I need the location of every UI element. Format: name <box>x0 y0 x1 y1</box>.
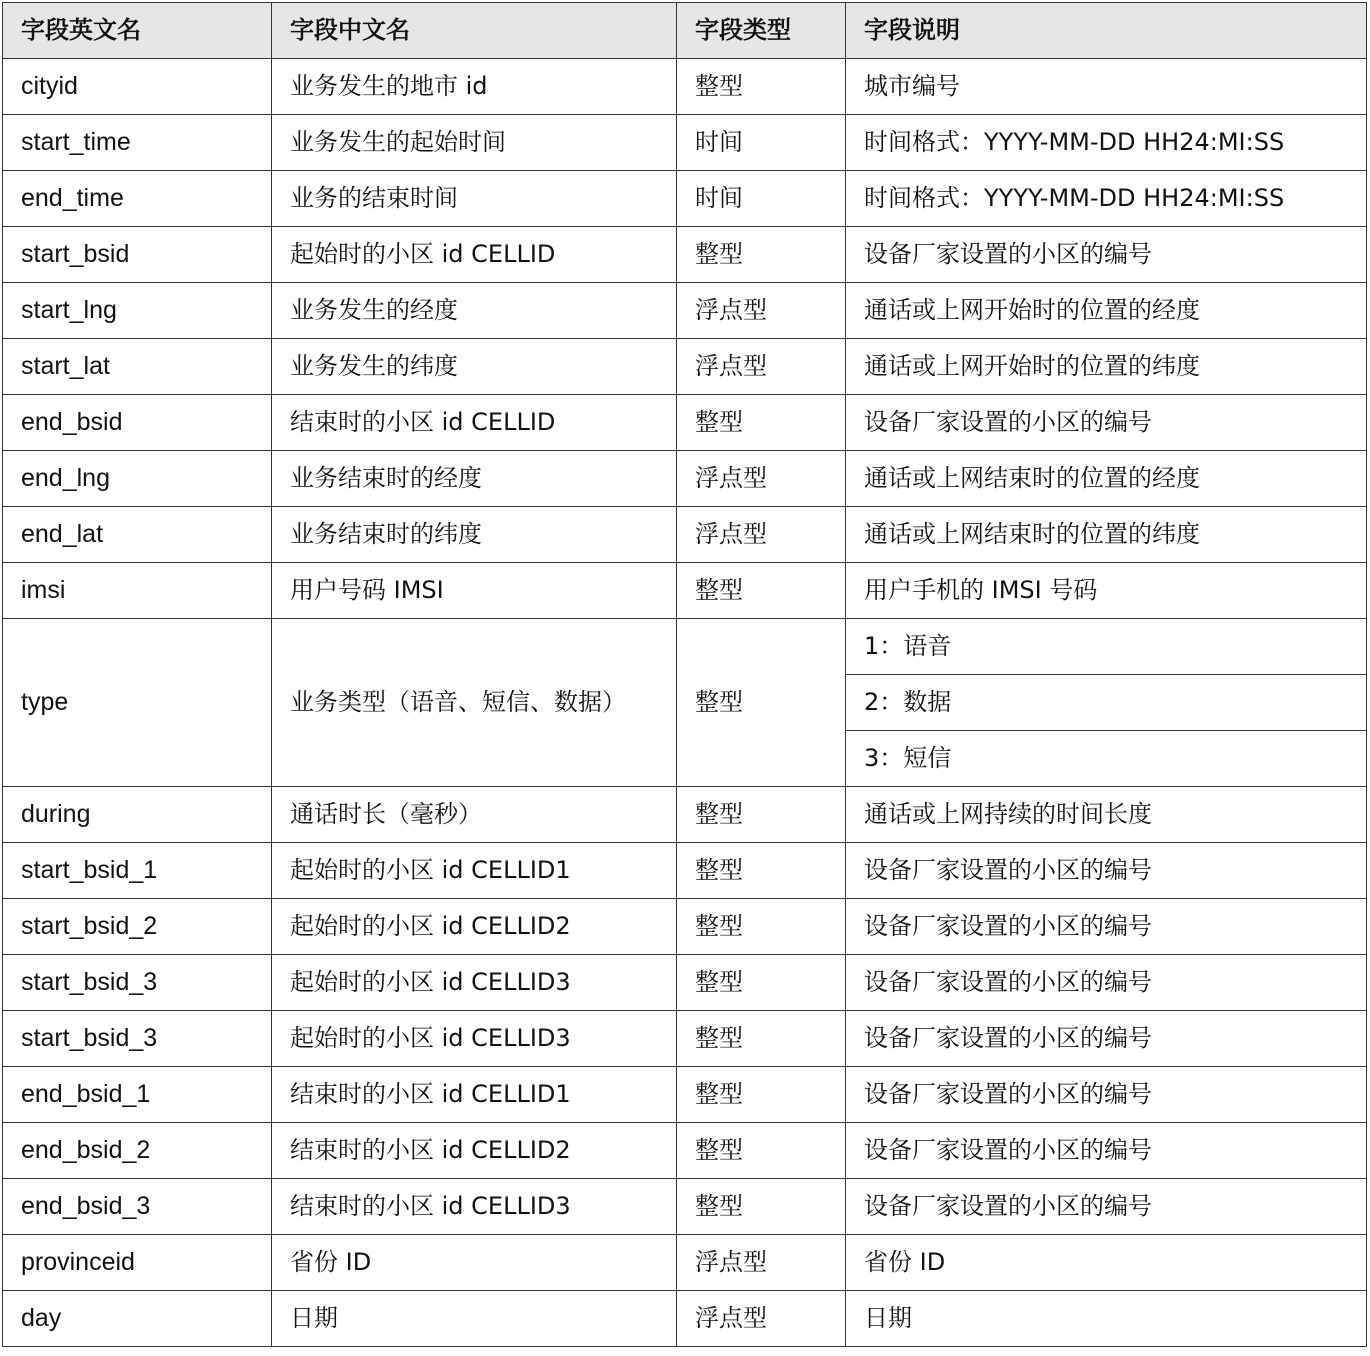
table-row <box>3 451 1367 507</box>
table-row <box>3 787 1367 843</box>
cell-type-option: 1：语音 <box>846 619 1367 675</box>
cell-description: 通话或上网结束时的位置的纬度 <box>846 507 1367 563</box>
table-row <box>3 227 1367 283</box>
cell-chinese-name: 省份 ID <box>272 1235 677 1291</box>
cell-chinese-name: 业务类型（语音、短信、数据） <box>272 619 677 787</box>
cell-field-type: 时间 <box>677 115 846 171</box>
cell-english-name: end_bsid <box>3 395 272 451</box>
cell-field-type: 浮点型 <box>677 339 846 395</box>
cell-chinese-name: 结束时的小区 id CELLID2 <box>272 1123 677 1179</box>
cell-description: 设备厂家设置的小区的编号 <box>846 1011 1367 1067</box>
cell-field-type: 浮点型 <box>677 507 846 563</box>
cell-english-name: cityid <box>3 59 272 115</box>
cell-description: 设备厂家设置的小区的编号 <box>846 1067 1367 1123</box>
cell-description: 城市编号 <box>846 59 1367 115</box>
table-row <box>3 955 1367 1011</box>
cell-field-type: 整型 <box>677 1123 846 1179</box>
cell-chinese-name: 结束时的小区 id CELLID1 <box>272 1067 677 1123</box>
table-row <box>3 1235 1367 1291</box>
cell-field-type: 整型 <box>677 59 846 115</box>
cell-description: 时间格式：YYYY-MM-DD HH24:MI:SS <box>846 171 1367 227</box>
table-row <box>3 1123 1367 1179</box>
table-row <box>3 171 1367 227</box>
table-row <box>3 115 1367 171</box>
cell-chinese-name: 业务结束时的纬度 <box>272 507 677 563</box>
table-row <box>3 1067 1367 1123</box>
header-row <box>3 3 1367 59</box>
field-definition-table <box>2 2 1367 1347</box>
table-row <box>3 899 1367 955</box>
cell-chinese-name: 起始时的小区 id CELLID3 <box>272 1011 677 1067</box>
cell-field-type: 浮点型 <box>677 451 846 507</box>
cell-english-name: day <box>3 1291 272 1347</box>
cell-field-type: 整型 <box>677 1011 846 1067</box>
cell-description: 设备厂家设置的小区的编号 <box>846 1123 1367 1179</box>
cell-description: 通话或上网持续的时间长度 <box>846 787 1367 843</box>
table-row <box>3 507 1367 563</box>
cell-description: 通话或上网开始时的位置的经度 <box>846 283 1367 339</box>
cell-description: 设备厂家设置的小区的编号 <box>846 227 1367 283</box>
cell-chinese-name: 业务结束时的经度 <box>272 451 677 507</box>
cell-english-name: start_lng <box>3 283 272 339</box>
cell-field-type: 整型 <box>677 899 846 955</box>
cell-description: 设备厂家设置的小区的编号 <box>846 843 1367 899</box>
cell-chinese-name: 起始时的小区 id CELLID1 <box>272 843 677 899</box>
cell-field-type: 整型 <box>677 1179 846 1235</box>
cell-english-name: start_time <box>3 115 272 171</box>
cell-description: 设备厂家设置的小区的编号 <box>846 899 1367 955</box>
cell-chinese-name: 起始时的小区 id CELLID <box>272 227 677 283</box>
cell-english-name: end_bsid_1 <box>3 1067 272 1123</box>
cell-type-option: 3：短信 <box>846 731 1367 787</box>
cell-chinese-name: 通话时长（毫秒） <box>272 787 677 843</box>
cell-type-option: 2：数据 <box>846 675 1367 731</box>
cell-description: 通话或上网结束时的位置的经度 <box>846 451 1367 507</box>
cell-chinese-name: 结束时的小区 id CELLID <box>272 395 677 451</box>
cell-field-type: 浮点型 <box>677 1235 846 1291</box>
cell-chinese-name: 业务发生的起始时间 <box>272 115 677 171</box>
cell-english-name: end_lat <box>3 507 272 563</box>
cell-chinese-name: 起始时的小区 id CELLID2 <box>272 899 677 955</box>
table-row <box>3 843 1367 899</box>
cell-english-name: imsi <box>3 563 272 619</box>
cell-english-name: end_bsid_2 <box>3 1123 272 1179</box>
table-row <box>3 283 1367 339</box>
cell-english-name: start_lat <box>3 339 272 395</box>
cell-field-type: 整型 <box>677 395 846 451</box>
cell-english-name: end_lng <box>3 451 272 507</box>
cell-field-type: 整型 <box>677 619 846 787</box>
cell-description: 日期 <box>846 1291 1367 1347</box>
cell-english-name: start_bsid_3 <box>3 1011 272 1067</box>
cell-description: 时间格式：YYYY-MM-DD HH24:MI:SS <box>846 115 1367 171</box>
cell-english-name: end_bsid_3 <box>3 1179 272 1235</box>
cell-field-type: 整型 <box>677 1067 846 1123</box>
table-body <box>3 59 1367 1347</box>
table-row <box>3 59 1367 115</box>
cell-field-type: 整型 <box>677 955 846 1011</box>
cell-description: 设备厂家设置的小区的编号 <box>846 955 1367 1011</box>
cell-english-name: start_bsid_2 <box>3 899 272 955</box>
table-row-type <box>3 619 1367 675</box>
cell-description: 设备厂家设置的小区的编号 <box>846 1179 1367 1235</box>
cell-english-name: end_time <box>3 171 272 227</box>
cell-chinese-name: 用户号码 IMSI <box>272 563 677 619</box>
cell-chinese-name: 业务的结束时间 <box>272 171 677 227</box>
cell-chinese-name: 业务发生的地市 id <box>272 59 677 115</box>
table-row <box>3 1179 1367 1235</box>
cell-chinese-name: 业务发生的纬度 <box>272 339 677 395</box>
cell-english-name: start_bsid_1 <box>3 843 272 899</box>
cell-english-name: provinceid <box>3 1235 272 1291</box>
header-field-type: 字段类型 <box>677 3 846 59</box>
header-english-name: 字段英文名 <box>3 3 272 59</box>
cell-chinese-name: 起始时的小区 id CELLID3 <box>272 955 677 1011</box>
header-chinese-name: 字段中文名 <box>272 3 677 59</box>
cell-field-type: 整型 <box>677 843 846 899</box>
cell-field-type: 整型 <box>677 227 846 283</box>
cell-description: 通话或上网开始时的位置的纬度 <box>846 339 1367 395</box>
cell-english-name: type <box>3 619 272 787</box>
cell-english-name: during <box>3 787 272 843</box>
cell-description: 用户手机的 IMSI 号码 <box>846 563 1367 619</box>
cell-field-type: 浮点型 <box>677 1291 846 1347</box>
cell-field-type: 整型 <box>677 787 846 843</box>
table-header <box>3 3 1367 59</box>
table-row <box>3 395 1367 451</box>
cell-field-type: 整型 <box>677 563 846 619</box>
cell-chinese-name: 日期 <box>272 1291 677 1347</box>
cell-field-type: 浮点型 <box>677 283 846 339</box>
table-row <box>3 1291 1367 1347</box>
cell-english-name: start_bsid <box>3 227 272 283</box>
cell-chinese-name: 结束时的小区 id CELLID3 <box>272 1179 677 1235</box>
table-row <box>3 339 1367 395</box>
table-row <box>3 563 1367 619</box>
table-row <box>3 1011 1367 1067</box>
cell-field-type: 时间 <box>677 171 846 227</box>
cell-description: 省份 ID <box>846 1235 1367 1291</box>
cell-chinese-name: 业务发生的经度 <box>272 283 677 339</box>
cell-english-name: start_bsid_3 <box>3 955 272 1011</box>
header-field-description: 字段说明 <box>846 3 1367 59</box>
cell-description: 设备厂家设置的小区的编号 <box>846 395 1367 451</box>
